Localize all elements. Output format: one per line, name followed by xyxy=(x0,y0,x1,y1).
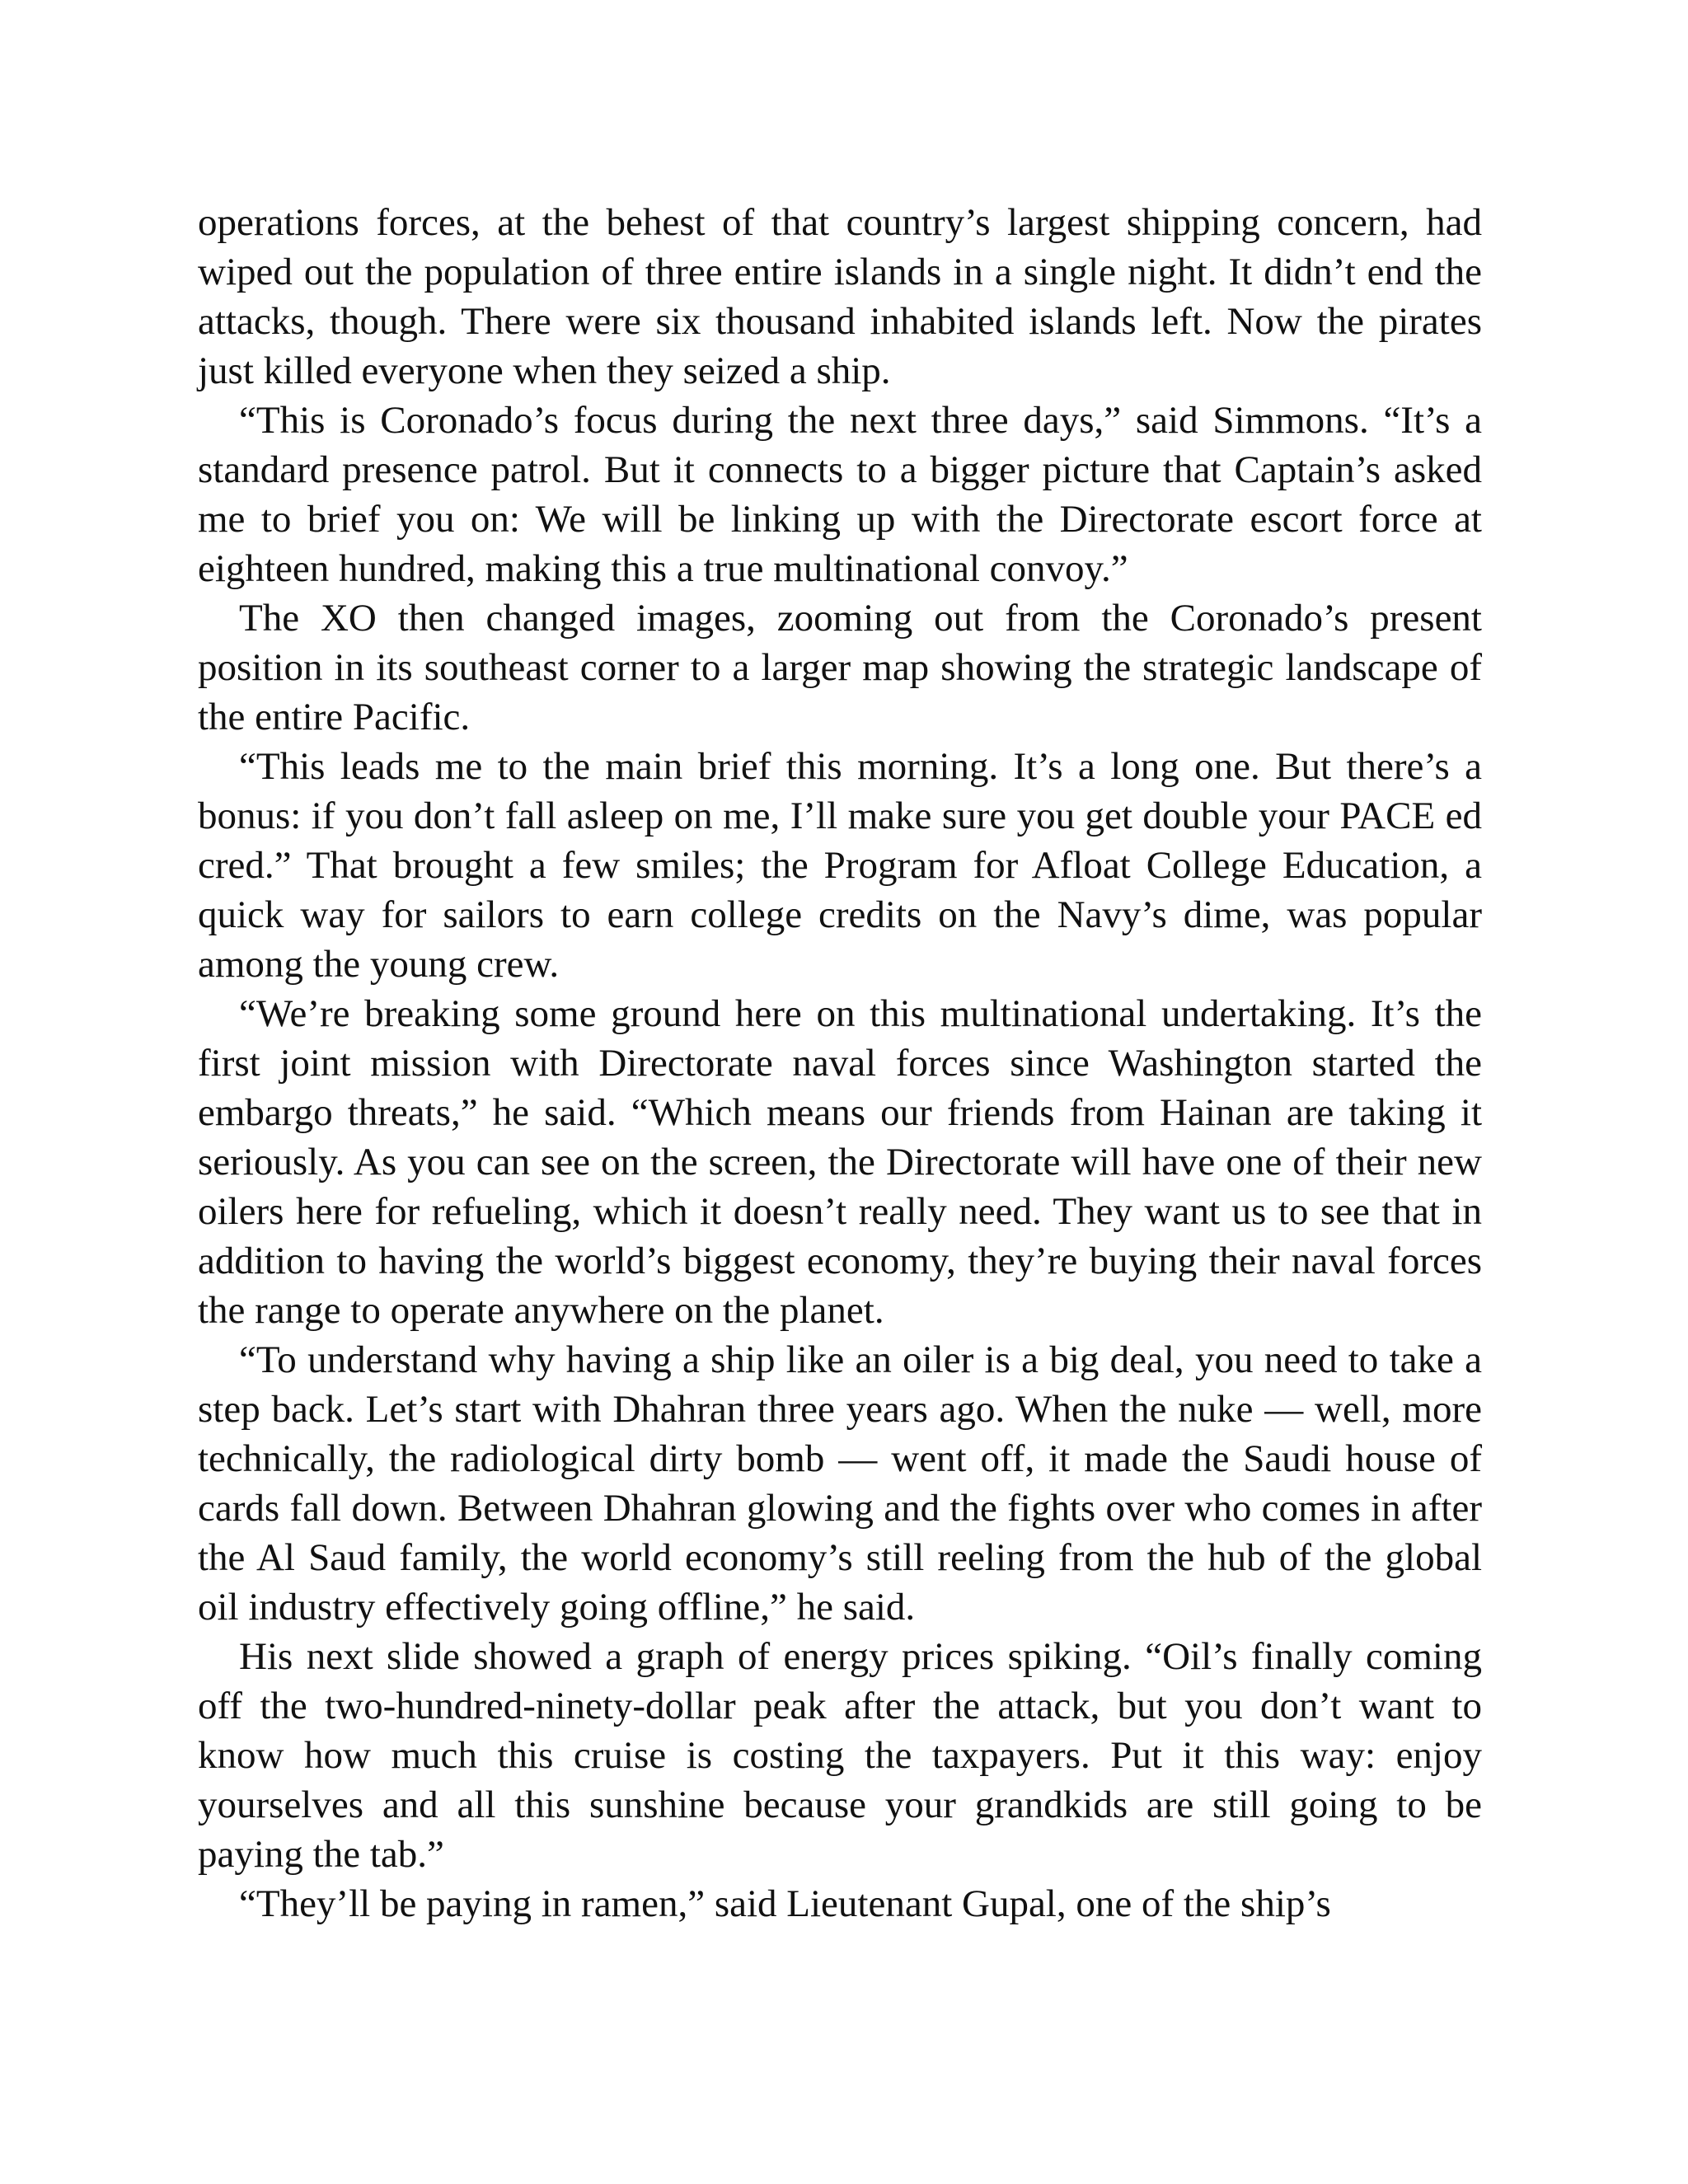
paragraph-3: The XO then changed images, zooming out from the Coronado’s present position in its southeast corner to a larger map showing the strategic landscape of the entire Pacific. xyxy=(198,597,1482,738)
body-text xyxy=(198,198,1482,1929)
paragraph-2: “This is Coronado’s focus during the next three days,” said Simmons. “It’s a standard presence patrol. But it connects to a bigger picture that Captain’s asked me to brief you on: We will be linking up with the Directorate escort force at eighteen hundred, making this a true multinational convoy.” xyxy=(198,399,1482,590)
paragraph-6: “To understand why having a ship like an oiler is a big deal, you need to take a step back. Let’s start with Dhahran three years ago. When the nuke — well, more technically, the radiological dirty bomb — went off, it made the Saudi house of cards fall down. Between Dhahran glowing and the fights over who comes in after the Al Saud family, the world economy’s still reeling from the hub of the global oil industry effectively going offline,” he said. xyxy=(198,1338,1482,1629)
paragraph-7: His next slide showed a graph of energy prices spiking. “Oil’s finally coming off the two-hundred-ninety-dollar peak after the attack, but you don’t want to know how much this cruise is costing the taxpayers. Put it this way: enjoy yourselves and all this sunshine because your grandkids are still going to be paying the tab.” xyxy=(198,1635,1482,1876)
paragraph-8: “They’ll be paying in ramen,” said Lieutenant Gupal, one of the ship’s xyxy=(239,1882,1331,1925)
paragraph-4: “This leads me to the main brief this morning. It’s a long one. But there’s a bonus: if you don’t fall asleep on me, I’ll make sure you get double your PACE ed cred.” That brought a few smiles; the Program for Afloat College Education, a quick way for sailors to earn college credits on the Navy’s dime, was popular among the young crew. xyxy=(198,745,1482,986)
paragraph-5: “We’re breaking some ground here on this multinational undertaking. It’s the first joint mission with Directorate naval forces since Washington started the embargo threats,” he said. “Which means our friends from Hainan are taking it seriously. As you can see on the screen, the Directorate will have one of their new oilers here for refueling, which it doesn’t really need. They want us to see that in addition to having the world’s biggest economy, they’re buying their naval forces the range to operate anywhere on the planet. xyxy=(198,992,1482,1332)
paragraph-1: operations forces, at the behest of that country’s largest shipping concern, had wiped out the population of three entire islands in a single night. It didn’t end the attacks, though. There were six thousand inhabited islands left. Now the pirates just killed everyone when they seized a ship. xyxy=(198,201,1482,392)
